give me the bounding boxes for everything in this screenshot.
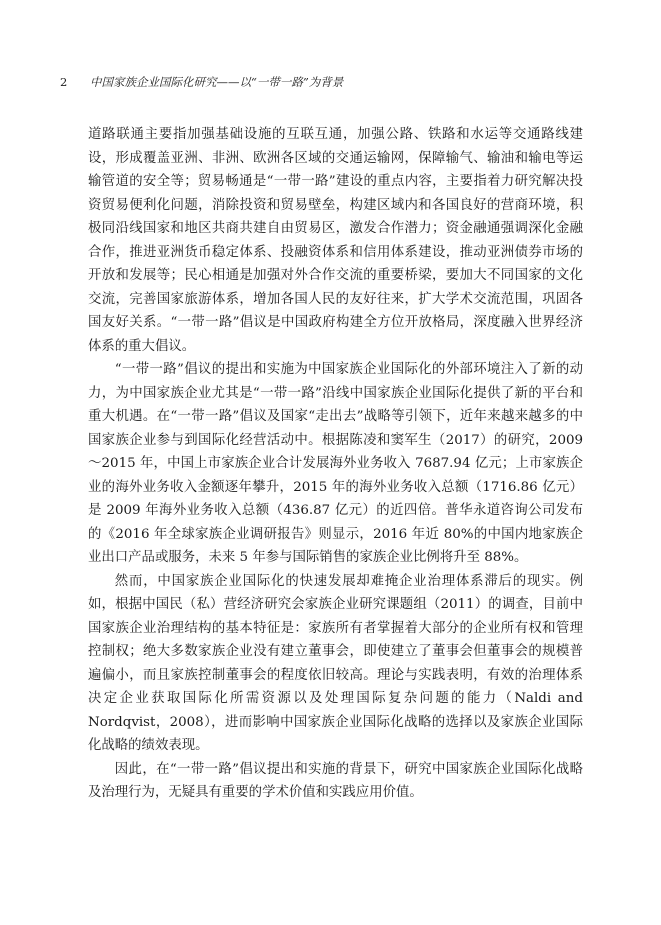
page-number: 2 (60, 75, 68, 89)
running-title: 中国家族企业国际化研究——以“一带一路”为背景 (90, 75, 344, 89)
paragraph: 因此，在“一带一路”倡议提出和实施的背景下，研究中国家族企业国际化战略及治理行为，无疑具有重要的学术价值和实践应用价值。 (88, 761, 583, 800)
body-text (88, 123, 583, 805)
running-header (60, 74, 605, 90)
paragraph-continuation: 道路联通主要指加强基础设施的互联互通，加强公路、铁路和水运等交通路线建设，形成覆盖亚洲、非洲、欧洲各区域的交通运输网，保障输气、输油和输电等运输管道的安全等；贸易畅通是“一带一路”建设的重点内容，主要指着力研究解决投资贸易便利化问题，消除投资和贸易壁垒，构建区域内和各国良好的营商环境，积极同沿线国家和地区共商共建自由贸易区，激发合作潜力；资金融通强调深化金融合作，推进亚洲货币稳定体系、投融资体系和信用体系建设，推动亚洲债券市场的开放和发展等；民心相通是加强对外合作交流的重要桥梁，要加大不同国家的文化交流，完善国家旅游体系，增加各国人民的友好往来，扩大学术交流范围，巩固各国友好关系。“一带一路”倡议是中国政府构建全方位开放格局，深度融入世界经济体系的重大倡议。 (88, 127, 583, 354)
paragraph: 然而，中国家族企业国际化的快速发展却难掩企业治理体系滞后的现实。例如，根据中国民（私）营经济研究会家族企业研究课题组（2011）的调查，目前中国家族企业治理结构的基本特征是：家族所有者掌握着大部分的企业所有权和管理控制权；绝大多数家族企业没有建立董事会，即使建立了董事会但董事会的规模普遍偏小，而且家族控制董事会的程度依旧较高。理论与实践表明，有效的治理体系决定企业获取国际化所需资源以及处理国际复杂问题的能力（Naldi and Nordqvist，2008），进而影响中国家族企业国际化战略的选择以及家族企业国际化战略的绩效表现。 (88, 573, 583, 753)
paragraph: “一带一路”倡议的提出和实施为中国家族企业国际化的外部环境注入了新的动力，为中国家族企业尤其是“一带一路”沿线中国家族企业国际化提供了新的平台和重大机遇。在“一带一路”倡议及国家“走出去”战略等引领下，近年来越来越多的中国家族企业参与到国际化经营活动中。根据陈凌和窦军生（2017）的研究，2009～2015 年，中国上市家族企业合计发展海外业务收入 7687.94 亿元；上市家族企业的海外业务收入金额逐年攀升，2015 年的海外业务收入总额（1716.86 亿元）是 2009 年海外业务收入总额（436.87 亿元）的近四倍。普华永道咨询公司发布的《2016 年全球家族企业调研报告》则显示，2016 年近 80%的中国内地家族企业出口产品或服务，未来 5 年参与国际销售的家族企业比例将升至 88%。 (88, 362, 583, 565)
